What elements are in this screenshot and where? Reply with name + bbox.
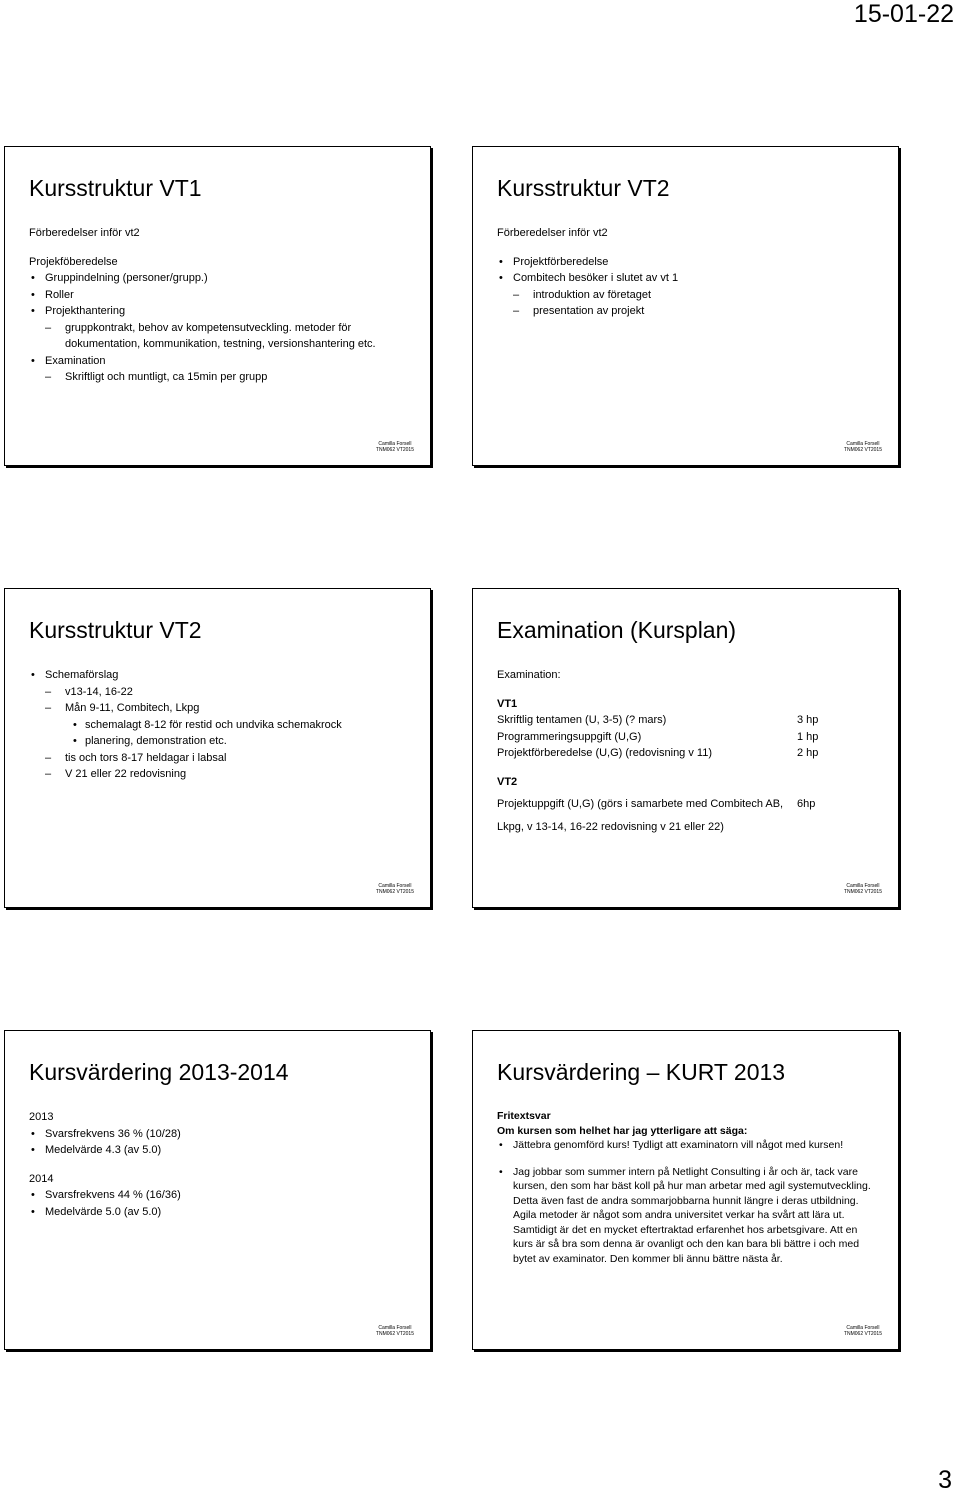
exam-row-credits: 1 hp [797,730,819,743]
slide-title: Kursstruktur VT1 [29,175,202,201]
footer-course: TNM062 VT2015 [843,447,882,453]
bullet-item: • Projektförberedelse [497,254,888,271]
slide-body [497,225,888,320]
sub-bullet-item: – v13-14, 16-22 [29,684,420,701]
exam-row-credits: 3 hp [797,714,819,726]
slide-body [497,667,888,835]
slide-footer [844,441,882,453]
sub-bullet-item: – Skriftligt och muntligt, ca 15min per grupp [29,369,420,386]
exam-row-text: Projektförberedelse (U,G) (redovisning v 11) [497,747,712,759]
text-line: Förberedelser inför vt2 [29,227,140,239]
page-date: 15-01-22 [853,0,954,28]
slide-footer [844,883,882,895]
slide-body [29,667,420,783]
exam-row [497,712,888,729]
footer-author: Camilla Forsell [846,883,880,889]
slide-kursstruktur-vt1 [4,146,431,466]
exam-row [497,745,888,762]
bullet-item: • Combitech besöker i slutet av vt 1 [497,270,888,287]
exam-row-text: Programmeringsuppgift (U,G) [497,730,642,743]
slide-examination [472,588,899,908]
sub-bullet-item: – V 21 eller 22 redovisning [29,766,420,783]
sub-bullet-item: – presentation av projekt [497,303,888,320]
slide-kursvardering-2013-2014 [4,1030,431,1350]
slide-kursvardering-kurt-2013 [472,1030,899,1350]
section-heading: VT1 [497,697,518,710]
exam-row-credits: 6hp [797,798,816,810]
text-line: Förberedelser inför vt2 [497,227,608,239]
slide-body [29,225,420,386]
bullet-item: • Roller [29,287,420,304]
exam-row [497,796,888,813]
bullet-item: • Projekthantering [29,303,420,320]
exam-row [497,729,888,746]
text-line: Lkpg, v 13-14, 16-22 redovisning v 21 eller 22) [497,820,724,833]
text-line: Examination: [497,669,561,681]
sub-sub-bullet-item: • schemalagt 8-12 för restid och undvika schemakrock [29,717,420,734]
slide-kursstruktur-vt2-b [4,588,431,908]
footer-author: Camilla Forsell [846,1325,880,1331]
sub-bullet-continuation: dokumentation, kommunikation, testning, versionshantering etc. [65,338,376,350]
slide-body [29,1109,420,1220]
slide-footer [376,1325,414,1337]
footer-course: TNM062 VT2015 [375,889,414,895]
slide-title: Kursstruktur VT2 [497,175,670,201]
sub-bullet-item: – gruppkontrakt, behov av kompetensutveckling. metoder för [29,320,420,337]
slide-title: Examination (Kursplan) [497,617,737,643]
footer-course: TNM062 VT2015 [843,1331,882,1337]
sub-sub-bullet-item: • planering, demonstration etc. [29,733,420,750]
exam-row-text: Projektuppgift (U,G) (görs i samarbete med Combitech AB, [497,798,784,810]
bullet-item: • Svarsfrekvens 36 % (10/28) [29,1126,420,1143]
year-label: 2013 [29,1111,54,1123]
bullet-item: • Medelvärde 5.0 (av 5.0) [29,1204,420,1221]
slide-title: Kursvärdering 2013-2014 [29,1059,289,1085]
slide-footer [376,883,414,895]
slide-body [497,1109,880,1266]
bullet-item: • Svarsfrekvens 44 % (16/36) [29,1187,420,1204]
question-text: Om kursen som helhet har jag ytterligare att säga: [497,1124,748,1137]
sub-bullet-item: – introduktion av företaget [497,287,888,304]
exam-row-credits: 2 hp [797,747,819,759]
slide-title: Kursvärdering – KURT 2013 [497,1059,786,1085]
footer-author: Camilla Forsell [378,883,412,889]
bullet-item: • Schemaförslag [29,667,420,684]
footer-author: Camilla Forsell [378,1325,412,1331]
section-heading: VT2 [497,775,518,788]
slide-footer [376,441,414,453]
bullet-item: • Medelvärde 4.3 (av 5.0) [29,1142,420,1159]
footer-course: TNM062 VT2015 [375,1331,414,1337]
bullet-item: • Gruppindelning (personer/grupp.) [29,270,420,287]
bullet-item: • Examination [29,353,420,370]
section-heading: Fritextsvar [497,1110,551,1122]
footer-author: Camilla Forsell [846,441,880,447]
exam-row-text: Skriftlig tentamen (U, 3-5) (? mars) [497,714,667,726]
page-number: 3 [938,1466,952,1494]
footer-course: TNM062 VT2015 [843,889,882,895]
slide-footer [844,1325,882,1337]
text-line: Projekföberedelse [29,255,118,268]
answer-item: • Jättebra genomförd kurs! Tydligt att examinatorn vill något med kursen! [497,1138,880,1153]
answer-item: • Jag jobbar som summer intern på Netlight Consulting i år och är, tack vare kursen, den som har bäst koll på hur man arbetar med agil systemutveckling. Detta även fast de andra sommarjobbarna hunnit längre i deras utbildning. Agila metoder är något som andra universitet verkar ha svårt att lära ut. Samtidigt är det en mycket eftertraktad erfarenhet hos arbetsgivare. Att en kurs är så bra som denna är ovanligt och den kan bara bli bättre i och med bytet av examinator. Den kommer bli ännu bättre nästa år. [497,1165,880,1267]
sub-bullet-item: – Mån 9-11, Combitech, Lkpg [29,700,420,717]
sub-bullet-item: – tis och tors 8-17 heldagar i labsal [29,750,420,767]
slide-kursstruktur-vt2-a [472,146,899,466]
footer-author: Camilla Forsell [378,441,412,447]
footer-course: TNM062 VT2015 [375,447,414,453]
year-label: 2014 [29,1172,54,1185]
slide-title: Kursstruktur VT2 [29,617,202,643]
